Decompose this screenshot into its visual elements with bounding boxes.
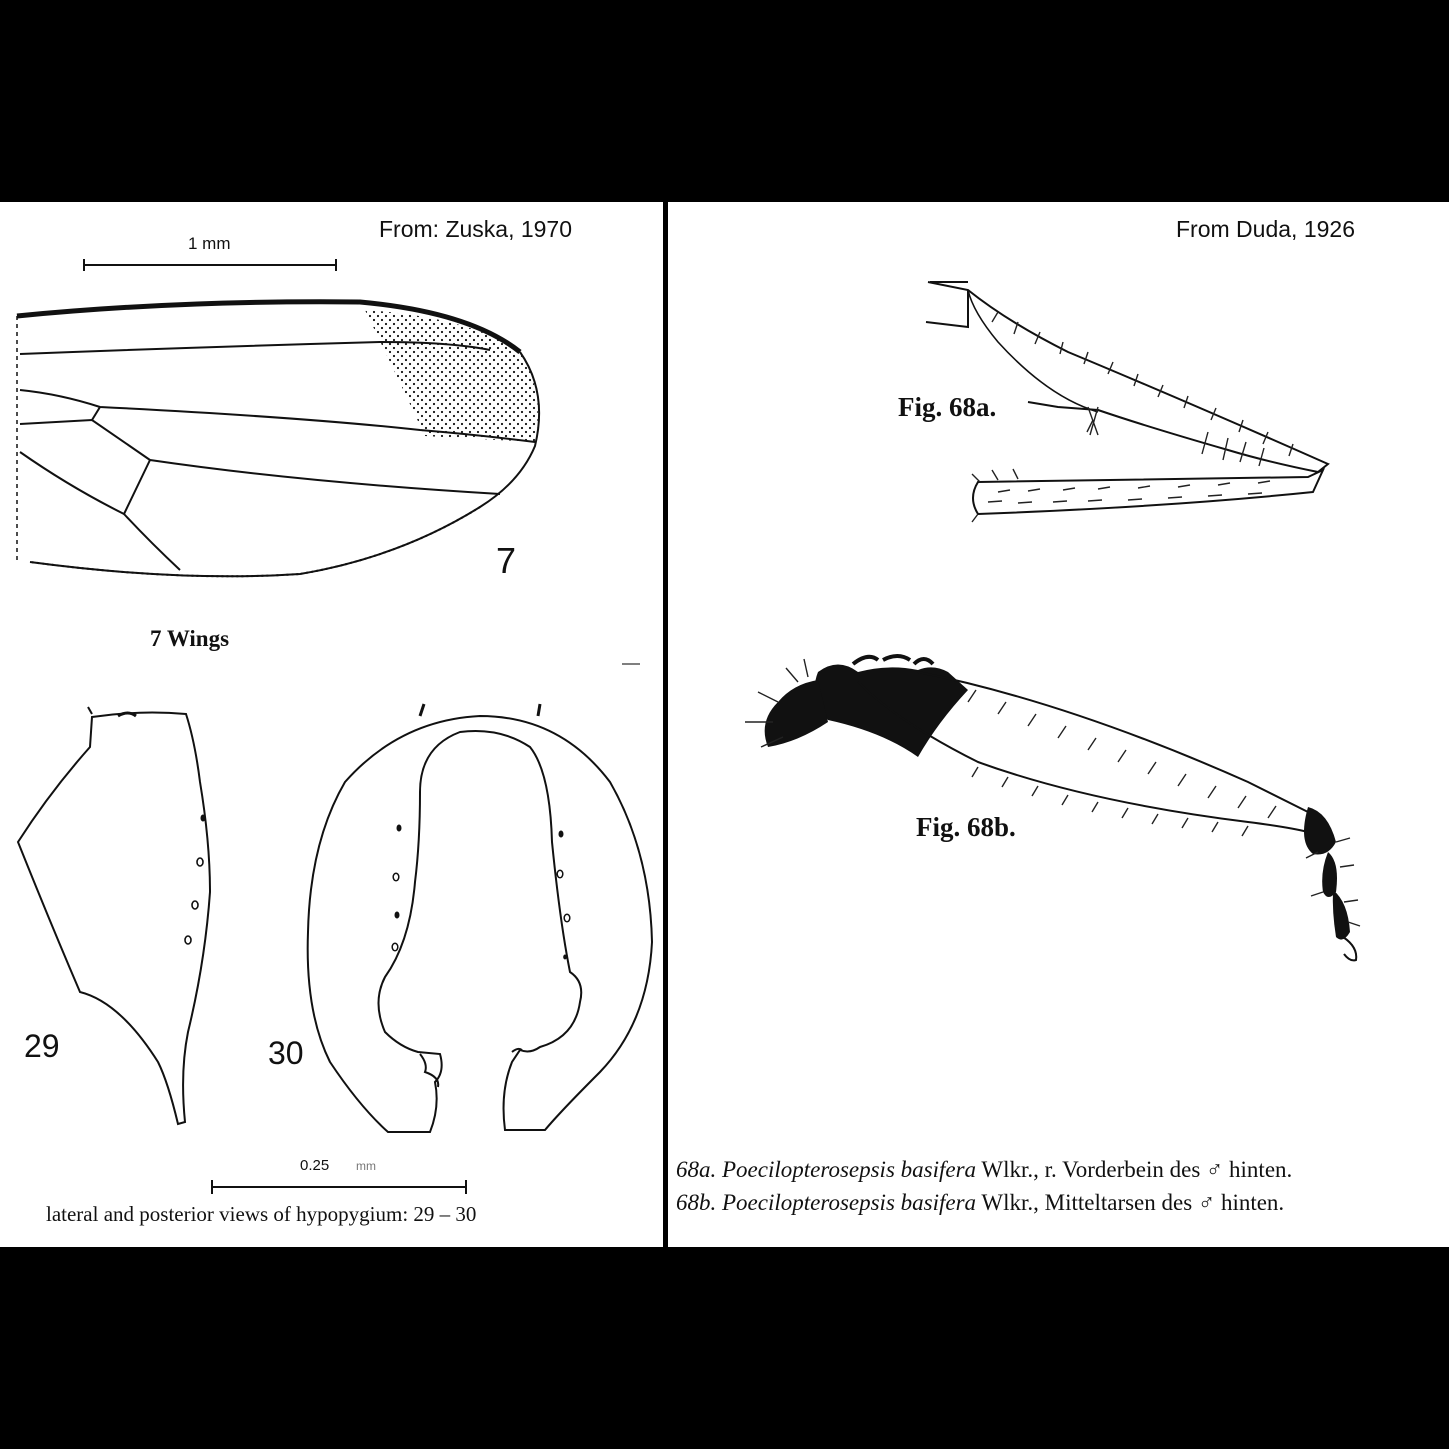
scale-label-025: 0.25 bbox=[300, 1157, 330, 1174]
male-symbol-icon: ♂ bbox=[1197, 1190, 1216, 1215]
caption-68b-id: 68b. bbox=[676, 1190, 717, 1215]
caption-68b-species: Poecilopterosepsis basifera bbox=[722, 1190, 977, 1215]
caption-68a-text: Wlkr., r. Vorderbein des bbox=[981, 1157, 1201, 1182]
left-figure-panel bbox=[0, 202, 663, 1247]
hypopygium-drawings bbox=[0, 202, 663, 1247]
male-symbol-icon: ♂ bbox=[1206, 1157, 1224, 1182]
fig30-number: 30 bbox=[268, 1035, 304, 1071]
right-figure-panel bbox=[668, 202, 1449, 1247]
fig68a-label: Fig. 68a. bbox=[898, 392, 997, 422]
caption-68b-text: Wlkr., Mitteltarsen des bbox=[981, 1190, 1193, 1215]
scale-bar-025mm bbox=[212, 1180, 466, 1194]
caption-68a-id: 68a. bbox=[676, 1157, 717, 1182]
caption-68a bbox=[676, 1157, 1292, 1183]
caption-68a-species: Poecilopterosepsis basifera bbox=[722, 1157, 977, 1182]
caption-68b-end: hinten. bbox=[1220, 1190, 1285, 1215]
fig68b-label: Fig. 68b. bbox=[916, 812, 1016, 842]
caption-68a-end: hinten. bbox=[1229, 1157, 1293, 1182]
source-credit-zuska: From: Zuska, 1970 bbox=[379, 216, 573, 242]
midtarsi-figure-68b bbox=[745, 656, 1360, 960]
source-credit-duda: From Duda, 1926 bbox=[1176, 216, 1355, 242]
hypopygium-caption: lateral and posterior views of hypopygium: 29 – 30 bbox=[46, 1202, 477, 1226]
fig29-number: 29 bbox=[24, 1028, 60, 1064]
hypopygium-posterior-figure-30 bbox=[308, 704, 652, 1132]
scale-label-unit: mm bbox=[356, 1159, 376, 1173]
caption-68b bbox=[676, 1190, 1284, 1216]
wing-figure-number: 7 bbox=[496, 540, 517, 581]
leg-drawings bbox=[668, 202, 1449, 1247]
scale-label-1mm: 1 mm bbox=[188, 234, 231, 253]
wing-caption: 7 Wings bbox=[150, 626, 230, 651]
